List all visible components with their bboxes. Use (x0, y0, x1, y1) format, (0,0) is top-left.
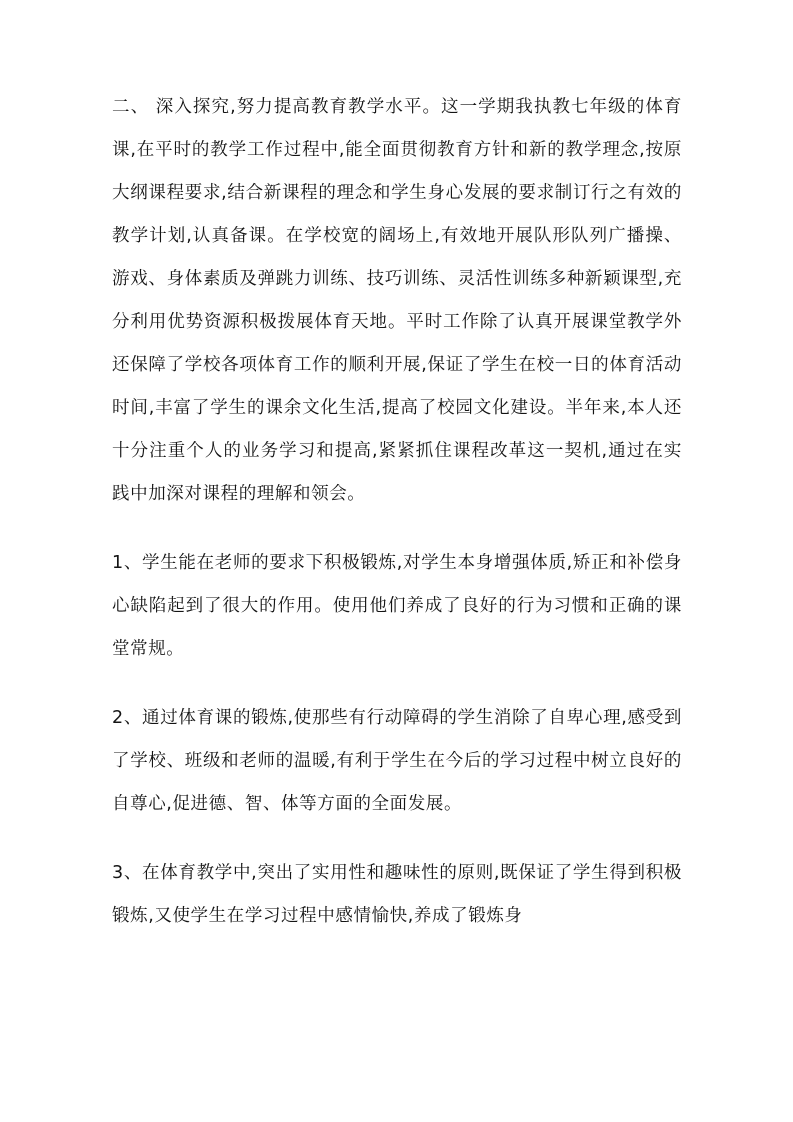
paragraph-4: 3、在体育教学中,突出了实用性和趣味性的原则,既保证了学生得到积极锻炼,又使学生在学习过程中感情愉快,养成了锻炼身 (112, 863, 682, 926)
paragraph-3: 2、通过体育课的锻炼,使那些有行动障碍的学生消除了自卑心理,感受到了学校、班级和老师的温暖,有利于学生在今后的学习过程中树立良好的自尊心,促进德、智、体等方面的全面发展。 (112, 708, 682, 814)
paragraph-1: 二、 深入探究,努力提高教育教学水平。这一学期我执教七年级的体育课,在平时的教学工作过程中,能全面贯彻教育方针和新的教学理念,按原大纲课程要求,结合新课程的理念和学生身心发展的要求制订行之有效的教学计划,认真备课。在学校宽的阔场上,有效地开展队形队列广播操、游戏、身体素质及弹跳力训练、技巧训练、灵活性训练多种新颖课型,充分利用优势资源积极拨展体育天地。平时工作除了认真开展课堂教学外还保障了学校各项体育工作的顺利开展,保证了学生在校一日的体育活动时间,丰富了学生的课余文化生活,提高了校园文化建设。半年来,本人还十分注重个人的业务学习和提高,紧紧抓住课程改革这一契机,通过在实践中加深对课程的理解和领会。 (112, 97, 682, 504)
paragraph-2: 1、学生能在老师的要求下积极锻炼,对学生本身增强体质,矫正和补偿身心缺陷起到了很大的作用。使用他们养成了良好的行为习惯和正确的课堂常规。 (112, 553, 682, 659)
document-body (112, 86, 682, 938)
